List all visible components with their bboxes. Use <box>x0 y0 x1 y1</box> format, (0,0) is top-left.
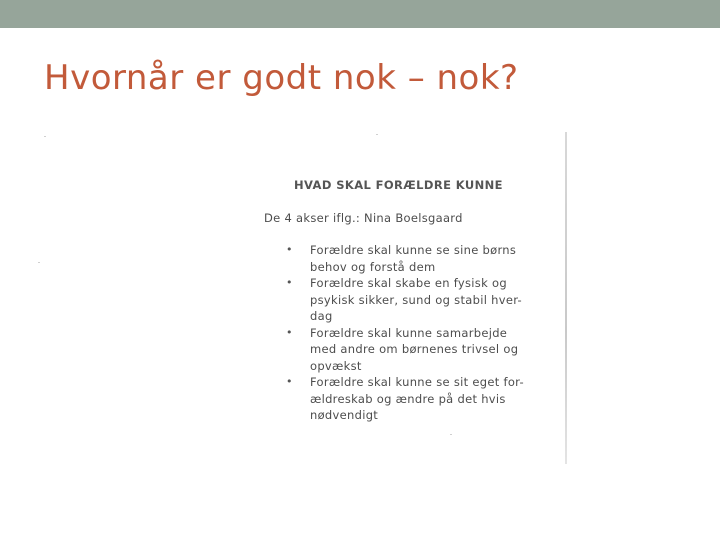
bullet-icon: • <box>286 375 293 388</box>
list-item-line: ældreskab og ændre på det hvis <box>310 391 506 406</box>
list-item-line: Forældre skal kunne samarbejde <box>310 325 508 340</box>
document-source-line: De 4 akser iflg.: Nina Boelsgaard <box>264 211 463 225</box>
list-item <box>284 242 554 275</box>
scan-page-edge <box>565 132 567 464</box>
list-item-line: med andre om børnenes trivsel og <box>310 342 519 356</box>
bullet-icon: • <box>286 276 293 289</box>
document-bullet-list <box>284 242 554 424</box>
list-item-line: behov og forstå dem <box>310 259 436 274</box>
bullet-icon: • <box>286 243 293 256</box>
list-item-line: psykisk sikker, sund og stabil hver- <box>310 292 522 307</box>
list-item-line: nødvendigt <box>310 408 379 422</box>
scan-speck <box>376 134 378 135</box>
list-item-line: Forældre skal kunne se sit eget for- <box>310 375 524 389</box>
list-item-line: Forældre skal kunne se sine børns <box>310 243 517 257</box>
slide-title: Hvornår er godt nok – nok? <box>44 58 519 98</box>
list-item-line: Forældre skal skabe en fysisk og <box>310 276 507 290</box>
scan-speck <box>38 262 40 263</box>
list-item-line: opvækst <box>310 358 362 373</box>
list-item-line: dag <box>310 309 333 323</box>
list-item <box>284 275 554 325</box>
top-banner <box>0 0 720 28</box>
scan-speck <box>44 136 46 137</box>
document-heading: HVAD SKAL FORÆLDRE KUNNE <box>294 178 503 192</box>
list-item <box>284 325 554 375</box>
scan-speck <box>450 434 452 435</box>
list-item <box>284 374 554 424</box>
scanned-document <box>40 128 572 468</box>
bullet-icon: • <box>286 325 293 339</box>
